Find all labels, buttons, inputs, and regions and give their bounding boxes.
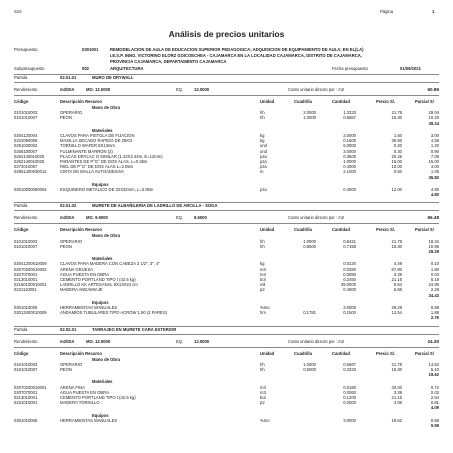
row-unit: p2: [260, 287, 265, 293]
row-cuadrilla: 1.0000: [303, 361, 316, 367]
group-title: Equipos: [92, 181, 109, 187]
row-precio: 30.50: [391, 138, 402, 144]
fecha-label: Fecha presupuesto: [332, 66, 368, 71]
row-unit: hh: [260, 115, 265, 121]
row-code: 0256100007: [14, 148, 38, 154]
row-cantidad: 0.3333: [343, 367, 356, 372]
costo-unitario-value: 66.48: [427, 215, 439, 221]
group-total: 4.80: [430, 192, 439, 198]
row-parcial: 0.03: [430, 271, 439, 277]
row-parcial: 1.20: [430, 143, 439, 149]
row-code: 0207070001: [14, 271, 38, 277]
row-precio: 0.20: [393, 143, 402, 149]
col-unidad: Unidad: [260, 350, 275, 356]
row-cantidad: 0.4000: [343, 164, 356, 170]
row-unit: pza: [260, 164, 267, 170]
row-parcial: 4.58: [430, 138, 439, 144]
col-codigo: Código: [14, 350, 29, 356]
presupuesto-desc-3: PROVINCIA CAJAMARCA, DEPARTAMENTO CAJAMARCA: [110, 59, 227, 64]
row-cantidad: 0.6667: [343, 361, 356, 367]
row-unit: hm: [260, 310, 266, 316]
row-description: AGUA PUESTA EN OBRA: [60, 389, 110, 395]
eq-label: EQ.: [176, 87, 184, 92]
partida-label: Partida: [14, 203, 28, 209]
group-title: Materiales: [92, 379, 113, 385]
row-parcial: 3.00: [430, 133, 439, 138]
row-parcial: 1.90: [430, 266, 439, 272]
col-parcial: Parcial S/: [415, 350, 434, 356]
group-total: 0.59: [430, 423, 439, 428]
row-cantidad: 39.0000: [340, 282, 356, 288]
group-total: 39.24: [428, 120, 439, 126]
fecha-value: 01/09/2021: [400, 66, 421, 71]
costo-unitario-label: Costo unitario directo por : m2: [288, 338, 345, 344]
row-code: 02070200010001: [14, 384, 47, 390]
partida-separator: [14, 334, 439, 335]
subpresupuesto-name: ARQUITECTURA: [110, 66, 144, 71]
row-description: PARANTES DE P°G° DE DOS ALAS, L=0.35m: [60, 159, 148, 164]
row-cantidad: 3.0000: [343, 417, 356, 423]
row-precio: 21.78: [391, 238, 402, 244]
row-cuadrilla: 0.1781: [303, 310, 316, 316]
col-descripcion: Descripción Recurso: [60, 227, 102, 233]
row-code: 0204120004: [14, 133, 38, 138]
row-description: ESQUINERO METALICO DE 32X32mm, L=3.05m: [60, 187, 154, 192]
group-total: 29.29: [428, 249, 439, 254]
col-precio: Precio S/.: [376, 99, 396, 104]
page-number: 1: [432, 9, 435, 14]
row-precio: 10.00: [391, 164, 402, 170]
row-cantidad: 2.0000: [343, 133, 356, 138]
group-title: Materiales: [92, 127, 113, 133]
row-code: 0101010003: [14, 361, 38, 367]
row-precio: 12.00: [391, 187, 402, 192]
page-title: Análisis de precios unitarios: [168, 29, 285, 39]
group-title: Mano de Obra: [92, 233, 120, 239]
presupuesto-desc-2: I.E.S.P. INNO. VICTORINO ELORZ GOICOECHEA - CAJAMARCA EN LA LOCALIDAD CAJAMARCA, DISTRITO DE CAJAMARCA,: [110, 53, 362, 58]
row-unit: hh: [260, 361, 265, 367]
row-parcial: 0.81: [430, 400, 439, 406]
row-parcial: 10.95: [428, 243, 439, 249]
col-cantidad: Cantidad: [332, 99, 350, 104]
row-description: AGUA PUESTA EN OBRA: [60, 271, 110, 277]
rendimiento-mo: MO. 12.0000: [86, 87, 111, 92]
row-unit: pza: [260, 187, 267, 192]
partida-name: TARRAJEO EN MURETE CARA EXTERIOR: [92, 326, 177, 332]
row-code: 0213010001: [14, 277, 38, 282]
row-unit: pza: [260, 159, 267, 164]
partida-label: Partida: [14, 326, 28, 332]
row-code: 0301010006: [14, 305, 38, 310]
group-title: Equipos: [92, 412, 109, 418]
row-unit: hh: [260, 238, 265, 244]
row-unit: hh: [260, 367, 265, 372]
row-precio: 0.64: [393, 282, 402, 288]
rendimiento-unit: m2/DIA: [60, 87, 75, 92]
row-unit: hh: [260, 110, 265, 116]
row-cantidad: 0.6667: [343, 115, 356, 121]
row-cantidad: 0.0060: [343, 389, 356, 395]
row-cantidad: 0.0220: [343, 261, 356, 267]
row-cantidad: 0.2450: [343, 277, 356, 282]
col-parcial: Parcial S/: [415, 99, 434, 104]
row-precio: 29.29: [391, 305, 402, 310]
row-unit: und: [260, 148, 267, 154]
row-code: 03010000090004: [14, 187, 47, 192]
row-cuadrilla: 1.0000: [303, 238, 316, 244]
row-precio: 20.25: [391, 153, 402, 159]
col-parcial: Parcial S/: [415, 227, 434, 233]
row-description: OPERARIO: [60, 238, 83, 244]
row-parcial: 1.05: [430, 169, 439, 175]
partida-separator: [14, 82, 439, 83]
row-unit: mil: [260, 282, 266, 288]
row-cantidad: 3.0000: [343, 305, 356, 310]
row-parcial: 5.18: [430, 277, 439, 282]
partida-separator: [14, 326, 439, 327]
row-description: CLAVOS PARA PISTOLA DE FIJACION: [60, 133, 135, 138]
row-description: FULMINANTE MARRON (2): [60, 148, 113, 154]
row-precio: 15.30: [391, 243, 402, 249]
row-unit: %mo: [260, 417, 270, 423]
group-title: Equipos: [92, 299, 109, 305]
col-descripcion: Descripción Recurso: [60, 99, 102, 104]
row-precio: 4.49: [393, 261, 402, 267]
row-description: CLAVOS PARA MADERA CON CABEZA 2 1/2", 3", 4": [60, 261, 160, 267]
row-description: ARENA GRUESA: [60, 266, 94, 272]
row-unit: pza: [260, 153, 267, 159]
row-parcial: 2.54: [430, 395, 439, 400]
row-precio: 19.62: [391, 417, 402, 423]
partida-separator: [14, 347, 439, 348]
row-cantidad: 1.3333: [343, 110, 356, 116]
row-unit: und: [260, 143, 267, 149]
row-parcial: 0.90: [430, 148, 439, 154]
row-code: 0231110001: [14, 287, 37, 293]
row-description: PEON: [60, 243, 72, 249]
col-unidad: Unidad: [260, 227, 275, 233]
rendimiento-label: Rendimiento: [14, 215, 38, 221]
row-cuadrilla: 1.0000: [303, 115, 316, 121]
row-parcial: 15.00: [428, 159, 439, 164]
row-description: CINTA DE MALLA AUTOADESIVA: [60, 169, 124, 175]
row-cantidad: 0.4000: [343, 187, 356, 192]
partida-separator: [14, 202, 439, 203]
row-cantidad: 0.7158: [343, 243, 356, 249]
group-total: 2.76: [430, 315, 439, 321]
row-parcial: 10.20: [428, 115, 439, 121]
row-description: ANDAMIOS TUBULARES TIPO ACROW 1.90 (2 PARES): [60, 310, 168, 316]
row-description: PEON: [60, 115, 72, 121]
group-title: Mano de Obra: [92, 356, 120, 362]
row-code: 0272010087: [14, 164, 38, 170]
partida-name: MURETE DE ALBAÑILERIA DE LADRILLO DE ARCILLA - SOGA: [92, 203, 218, 209]
row-code: 0207070001: [14, 389, 38, 395]
col-precio: Precio S/.: [376, 350, 396, 356]
eq-value: 12.0000: [194, 338, 210, 344]
row-unit: kg: [260, 138, 265, 144]
row-unit: kg: [260, 133, 265, 138]
row-cantidad: 0.0080: [343, 271, 356, 277]
col-codigo: Código: [14, 99, 29, 104]
row-code: 0262140010026: [14, 159, 45, 164]
presupuesto-desc-1: REMODELACION DE AULA DE EDUCACION SUPERIOR PEDAGOGICA; ADQUISICION DE EQUIPAMIENTO DE AULA; EN EL(LA): [110, 47, 364, 52]
row-description: PEON: [60, 367, 72, 372]
row-parcial: 2.26: [430, 287, 439, 293]
row-code: 02160100010001: [14, 282, 47, 288]
row-cantidad: 1.0000: [343, 159, 356, 164]
row-code: 0101010003: [14, 110, 38, 116]
row-cantidad: 0.0280: [343, 266, 356, 272]
row-parcial: 0.10: [430, 261, 439, 267]
row-cantidad: 0.3500: [343, 153, 356, 159]
row-precio: 21.78: [391, 361, 402, 367]
group-title: Materiales: [92, 256, 113, 262]
presupuesto-label: Presupuesto: [14, 47, 38, 52]
row-description: CEMENTO PORTLAND TIPO I (42.5 kg): [60, 395, 136, 400]
row-unit: m3: [260, 266, 266, 272]
row-cuadrilla: 0.8500: [303, 243, 316, 249]
row-unit: bol: [260, 395, 266, 400]
row-cantidad: 0.2000: [343, 400, 356, 406]
page-label: Página: [380, 9, 394, 14]
row-description: RIEL DE P°G° DE DOS ALAS L=3.05m: [60, 164, 134, 170]
costo-unitario-label: Costo unitario directo por : m2: [288, 215, 345, 221]
row-parcial: 4.00: [430, 164, 439, 170]
row-code: 0101010007: [14, 243, 38, 249]
row-unit: kg: [260, 261, 265, 267]
rendimiento-unit: m2/DIA: [60, 215, 75, 221]
row-code: 02070200010002: [14, 266, 47, 272]
row-cantidad: 6.0000: [343, 143, 356, 149]
row-unit: %mo: [260, 305, 270, 310]
col-cuadrilla: Cuadrilla: [294, 99, 312, 104]
row-description: TORNILLO WAFER 8X13mm: [60, 143, 115, 149]
partida-code: 02.02.01: [60, 326, 77, 332]
partida-label: Partida: [14, 75, 28, 80]
row-precio: 15.30: [391, 115, 402, 121]
partida-separator: [14, 74, 439, 75]
row-description: MADERA TORNILLO: [60, 400, 100, 406]
row-code: 02041200010009: [14, 261, 47, 267]
row-parcial: 4.80: [430, 187, 439, 192]
row-cantidad: 2.1000: [343, 169, 356, 175]
row-unit: m3: [260, 389, 266, 395]
row-parcial: 0.59: [430, 417, 439, 423]
costo-unitario-value: 60.86: [427, 87, 439, 92]
row-description: PLACAS DRYLAC O SIMILAR (1.22X2.44m, E=12mm): [60, 153, 163, 159]
row-code: 0101010007: [14, 115, 38, 121]
row-parcial: 5.10: [430, 367, 439, 372]
row-precio: 3.39: [393, 389, 402, 395]
partida-separator: [14, 95, 439, 96]
rendimiento-unit: m2/DIA: [60, 338, 75, 344]
eq-value: 9.5000: [194, 215, 207, 221]
group-total: 4.09: [430, 405, 439, 411]
row-code: 0101010007: [14, 367, 38, 372]
col-precio: Precio S/.: [376, 227, 396, 233]
row-code: 02901400030012: [14, 169, 47, 175]
subpresupuesto-code: 002: [82, 66, 89, 71]
row-code: 0301010006: [14, 417, 38, 423]
rendimiento-label: Rendimiento: [14, 338, 38, 344]
row-code: 0231010001: [14, 400, 38, 406]
partida-code: 02.01.01: [60, 75, 77, 80]
costo-unitario-label: Costo unitario directo por : m2: [288, 87, 345, 92]
row-cantidad: 0.8421: [343, 238, 356, 244]
row-precio: 15.30: [391, 367, 402, 372]
presupuesto-code: 0301001: [82, 47, 99, 52]
row-description: HERRAMIENTAS MANUALES: [60, 417, 118, 423]
group-total: 36.82: [428, 174, 439, 180]
row-precio: 21.78: [391, 110, 402, 116]
row-cuadrilla: 2.0000: [303, 110, 316, 116]
partida-code: 02.01.02: [60, 203, 77, 209]
costo-unitario-value: 24.30: [427, 338, 439, 344]
row-cantidad: 0.1500: [343, 310, 356, 316]
row-description: LADRILLO KK ARTESANAL 8X13X24 cm: [60, 282, 138, 288]
rendimiento-label: Rendimiento: [14, 87, 38, 92]
eq-value: 12.0000: [194, 87, 210, 92]
row-code: 0213010001: [14, 395, 38, 400]
row-unit: hh: [260, 243, 265, 249]
partida-name: MURO DE DRYWALL: [92, 75, 134, 80]
col-descripcion: Descripción Recurso: [60, 350, 102, 356]
row-description: MADERA ANDAMIAJE: [60, 287, 103, 293]
col-cuadrilla: Cuadrilla: [294, 350, 312, 356]
row-cantidad: 0.4000: [343, 287, 356, 293]
row-cantidad: 0.1500: [343, 138, 356, 144]
row-unit: m: [260, 169, 264, 175]
row-cantidad: 0.1200: [343, 395, 356, 400]
row-precio: 21.15: [391, 277, 402, 282]
report-code: S10: [14, 9, 22, 14]
row-precio: 5.66: [393, 287, 402, 293]
col-cantidad: Cantidad: [332, 227, 350, 233]
row-parcial: 18.34: [428, 238, 439, 244]
row-parcial: 0.72: [430, 384, 439, 390]
group-total: 34.43: [428, 292, 439, 298]
col-cantidad: Cantidad: [332, 350, 350, 356]
row-code: 0222090005: [14, 138, 38, 144]
partida-separator: [14, 223, 439, 224]
row-cantidad: 3.0000: [343, 148, 356, 154]
col-cuadrilla: Cuadrilla: [294, 227, 312, 233]
group-total: 19.62: [428, 372, 439, 378]
row-description: OPERARIO: [60, 110, 83, 116]
row-precio: 15.00: [391, 159, 402, 164]
row-code: 0262140010025: [14, 153, 45, 159]
rendimiento-mo: MO. 12.0000: [86, 338, 111, 344]
row-precio: 0.50: [393, 169, 402, 175]
col-unidad: Unidad: [260, 99, 275, 104]
row-precio: 0.30: [393, 148, 402, 154]
row-parcial: 7.09: [430, 153, 439, 159]
row-cantidad: 0.0180: [343, 384, 356, 390]
row-description: OPERARIO: [60, 361, 83, 367]
row-cuadrilla: 0.5000: [303, 367, 316, 372]
partida-separator: [14, 210, 439, 211]
row-code: 0251030002: [14, 143, 38, 149]
row-precio: 40.00: [391, 384, 402, 390]
row-parcial: 0.88: [430, 305, 439, 310]
row-parcial: 0.02: [430, 389, 439, 395]
row-parcial: 29.04: [428, 110, 439, 116]
row-precio: 4.06: [393, 400, 402, 406]
row-parcial: 24.96: [428, 282, 439, 288]
row-unit: m3: [260, 384, 266, 390]
group-title: Mano de Obra: [92, 105, 120, 110]
row-description: HERRAMIENTAS MANUALES: [60, 305, 118, 310]
row-code: 03013400010009: [14, 310, 47, 316]
row-precio: 1.50: [393, 133, 402, 138]
row-description: ARENA FINA: [60, 384, 85, 390]
row-precio: 67.80: [391, 266, 402, 272]
row-precio: 3.39: [393, 271, 402, 277]
eq-label: EQ.: [176, 338, 184, 344]
rendimiento-mo: MO. 9.5000: [86, 215, 108, 221]
col-codigo: Código: [14, 227, 29, 233]
subpresupuesto-label: Subpresupuesto: [14, 66, 45, 71]
row-description: MASILLA SECADO RAPIDO DE 25KG: [60, 138, 133, 144]
row-unit: m3: [260, 271, 266, 277]
eq-label: EQ.: [176, 215, 184, 221]
row-unit: p2: [260, 400, 265, 406]
row-parcial: 14.52: [428, 361, 439, 367]
row-code: 0101010003: [14, 238, 38, 244]
row-parcial: 1.88: [430, 310, 439, 316]
row-precio: 12.54: [391, 310, 402, 316]
row-description: CEMENTO PORTLAND TIPO I (42.5 kg): [60, 277, 136, 282]
row-precio: 21.15: [391, 395, 402, 400]
row-unit: bol: [260, 277, 266, 282]
